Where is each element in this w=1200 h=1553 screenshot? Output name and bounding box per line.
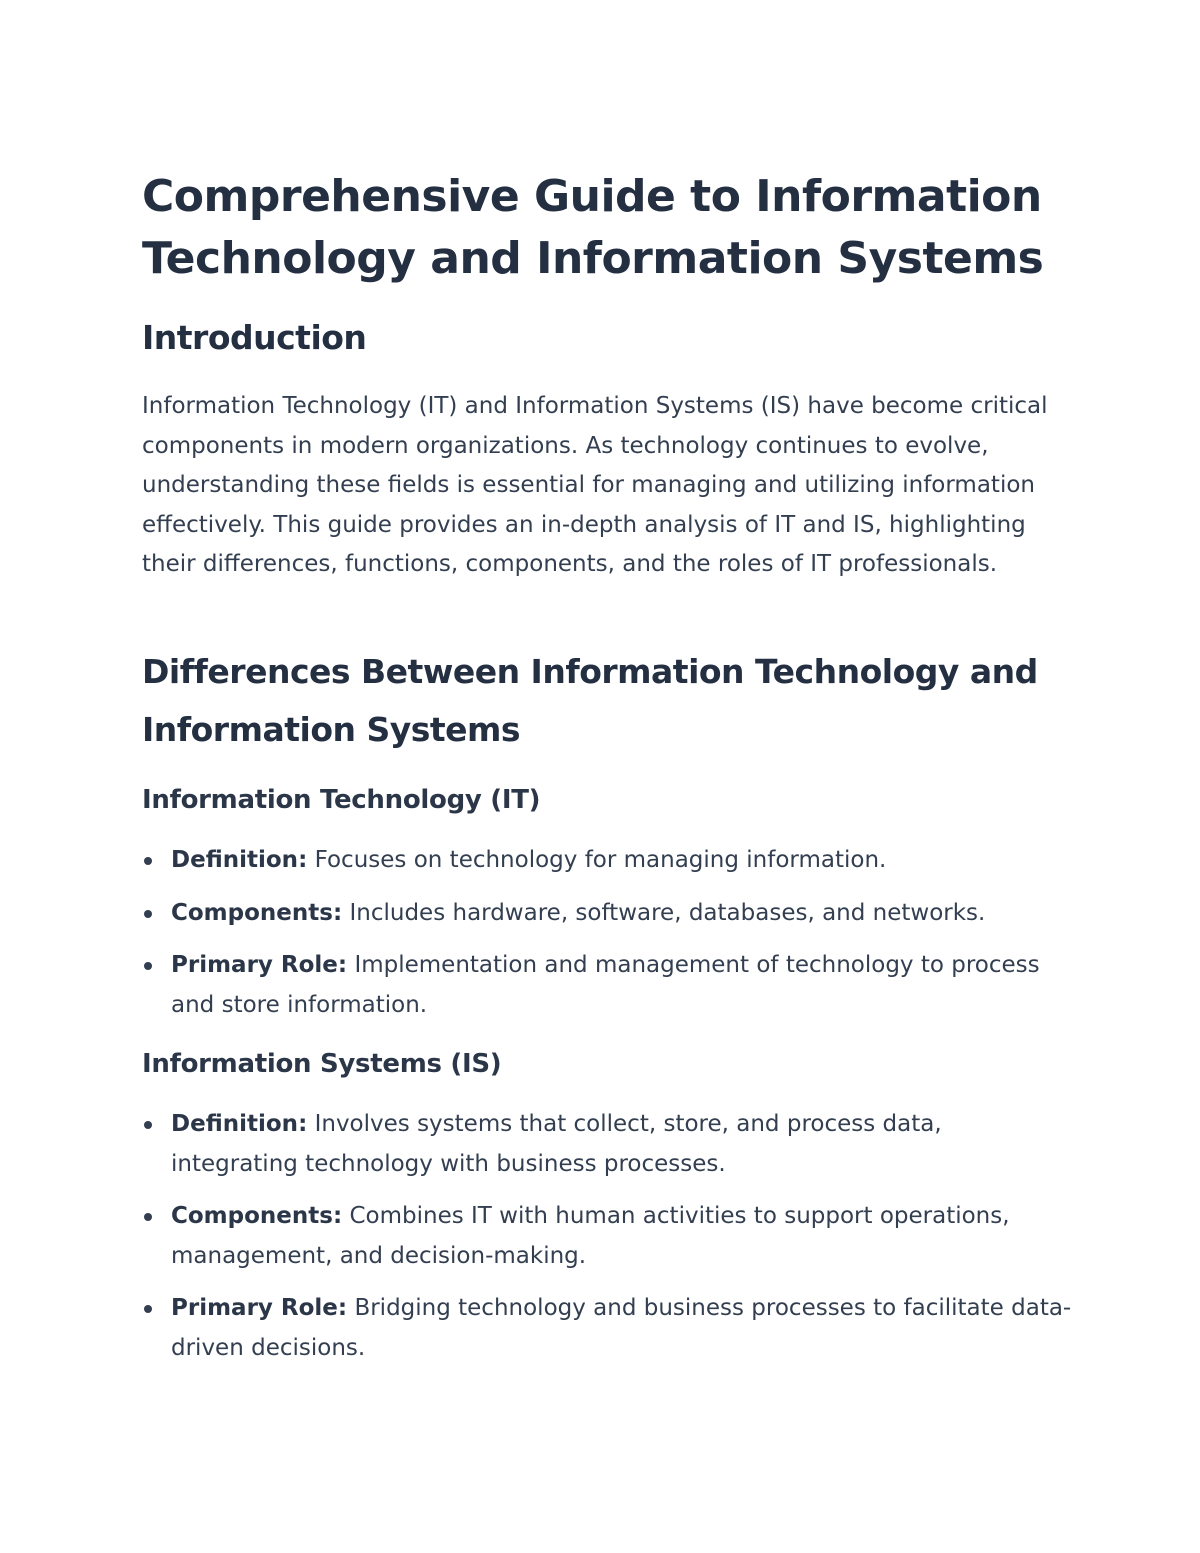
it-heading: Information Technology (IT) xyxy=(142,785,541,815)
is-list xyxy=(142,1105,1072,1382)
list-item: Primary Role: Bridging technology and business processes to facilitate data-driven decisions. xyxy=(142,1289,1072,1368)
bullet-icon xyxy=(144,1213,152,1221)
list-item: Definition: Focuses on technology for managing information. xyxy=(142,841,1072,881)
bullet-icon xyxy=(144,1305,152,1313)
introduction-paragraph: Information Technology (IT) and Information Systems (IS) have become critical components in modern organizations. As technology continues to evolve, understanding these fields is essential for managing and utilizing information effectively. This guide provides an in-depth analysis of IT and IS, highlighting their differences, functions, components, and the roles of IT professionals. xyxy=(142,393,1048,578)
list-item-term: Definition xyxy=(171,1111,299,1137)
list-item: Definition: Involves systems that collect, store, and process data, integrating technology with business processes. xyxy=(142,1105,1072,1184)
list-item: Primary Role: Implementation and management of technology to process and store information. xyxy=(142,946,1072,1025)
bullet-icon xyxy=(144,910,152,918)
list-item-term: Components xyxy=(171,899,333,926)
list-item: Components: Includes hardware, software, databases, and networks. xyxy=(142,894,1072,934)
list-item-text: Combines IT with human activities to support operations, management, and decision-making. xyxy=(171,1203,1010,1269)
list-item-term: Primary Role xyxy=(171,952,338,979)
list-item: Components: Combines IT with human activities to support operations, management, and decision-making. xyxy=(142,1197,1072,1276)
list-item-text: Focuses on technology for managing information. xyxy=(314,847,887,873)
bullet-icon xyxy=(144,857,152,865)
list-item-text: Implementation and management of technology to process and store information. xyxy=(171,952,1040,1018)
differences-heading: Differences Between Information Technology and Information Systems xyxy=(142,652,1038,749)
list-item-text: Includes hardware, software, databases, and networks. xyxy=(349,899,986,926)
bullet-icon xyxy=(144,1121,152,1129)
is-heading: Information Systems (IS) xyxy=(142,1049,502,1079)
list-item-text: Bridging technology and business processes to facilitate data-driven decisions. xyxy=(171,1295,1072,1361)
bullet-icon xyxy=(144,962,152,970)
list-item-text: Involves systems that collect, store, and process data, integrating technology with business processes. xyxy=(171,1111,942,1177)
list-item-term: Definition xyxy=(171,847,299,873)
list-item-term: Components xyxy=(171,1203,333,1230)
introduction-heading: Introduction xyxy=(142,318,367,357)
list-item-term: Primary Role xyxy=(171,1295,338,1322)
it-list xyxy=(142,841,1072,1038)
document-title: Comprehensive Guide to Information Technology and Information Systems xyxy=(142,171,1044,284)
